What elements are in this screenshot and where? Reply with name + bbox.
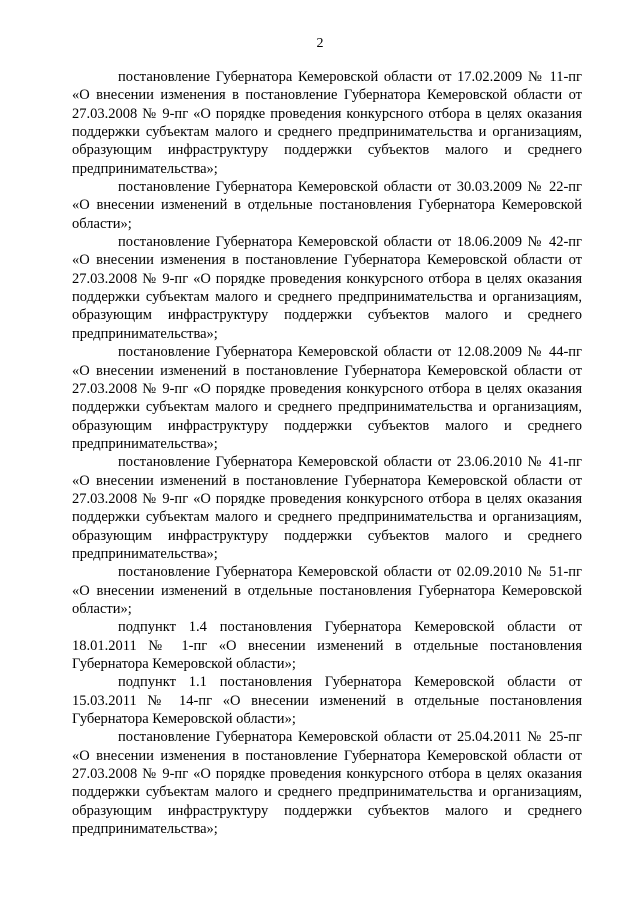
paragraph-decree-2009-22: постановление Губернатора Кемеровской области от 30.03.2009 № 22-пг «О внесении изменений в отдельные постановления Губернатора Кемеровской области»; bbox=[72, 179, 582, 232]
paragraph-decree-2011-25: постановление Губернатора Кемеровской области от 25.04.2011 № 25-пг «О внесении изменения в постановление Губернатора Кемеровской области от 27.03.2008 № 9-пг «О порядке проведения конкурсного отбора в целях оказания поддержки субъектам малого и среднего предпринимательства и организациям, образующим инфраструктуру поддержки субъектов малого и среднего предпринимательства»; bbox=[72, 729, 582, 838]
paragraph-subclause-2011-14: подпункт 1.1 постановления Губернатора Кемеровской области от 15.03.2011 № 14-пг «О внесении изменений в отдельные постановления Губернатора Кемеровской области»; bbox=[72, 674, 582, 728]
paragraph-decree-2009-11: постановление Губернатора Кемеровской области от 17.02.2009 № 11-пг «О внесении изменения в постановление Губернатора Кемеровской области от 27.03.2008 № 9-пг «О порядке проведения конкурсного отбора в целях оказания поддержки субъектам малого и среднего предпринимательства и организациям, образующим инфраструктуру поддержки субъектов малого и среднего предпринимательства»; bbox=[72, 69, 582, 177]
paragraph-subclause-2011-1: подпункт 1.4 постановления Губернатора Кемеровской области от 18.01.2011 № 1-пг «О внесении изменений в отдельные постановления Губернатора Кемеровской области»; bbox=[72, 619, 582, 672]
paragraph-decree-2010-41: постановление Губернатора Кемеровской области от 23.06.2010 № 41-пг «О внесении изменений в постановление Губернатора Кемеровской области от 27.03.2008 № 9-пг «О порядке проведения конкурсного отбора в целях оказания поддержки субъектам малого и среднего предпринимательства и организациям, образующим инфраструктуру поддержки субъектов малого и среднего предпринимательства»; bbox=[72, 454, 582, 562]
paragraph-decree-2009-42: постановление Губернатора Кемеровской области от 18.06.2009 № 42-пг «О внесении изменения в постановление Губернатора Кемеровской области от 27.03.2008 № 9-пг «О порядке проведения конкурсного отбора в целях оказания поддержки субъектам малого и среднего предпринимательства и организациям, образующим инфраструктуру поддержки субъектов малого и среднего предпринимательства»; bbox=[72, 234, 582, 342]
paragraph-decree-2010-51: постановление Губернатора Кемеровской области от 02.09.2010 № 51-пг «О внесении изменений в отдельные постановления Губернатора Кемеровской области»; bbox=[72, 564, 582, 617]
page-number: 2 bbox=[316, 36, 324, 51]
paragraph-decree-2009-44: постановление Губернатора Кемеровской области от 12.08.2009 № 44-пг «О внесении изменений в постановление Губернатора Кемеровской области от 27.03.2008 № 9-пг «О порядке проведения конкурсного отбора в целях оказания поддержки субъектам малого и среднего предпринимательства и организациям, образующим инфраструктуру поддержки субъектов малого и среднего предпринимательства»; bbox=[72, 344, 582, 452]
document-body bbox=[72, 68, 582, 838]
